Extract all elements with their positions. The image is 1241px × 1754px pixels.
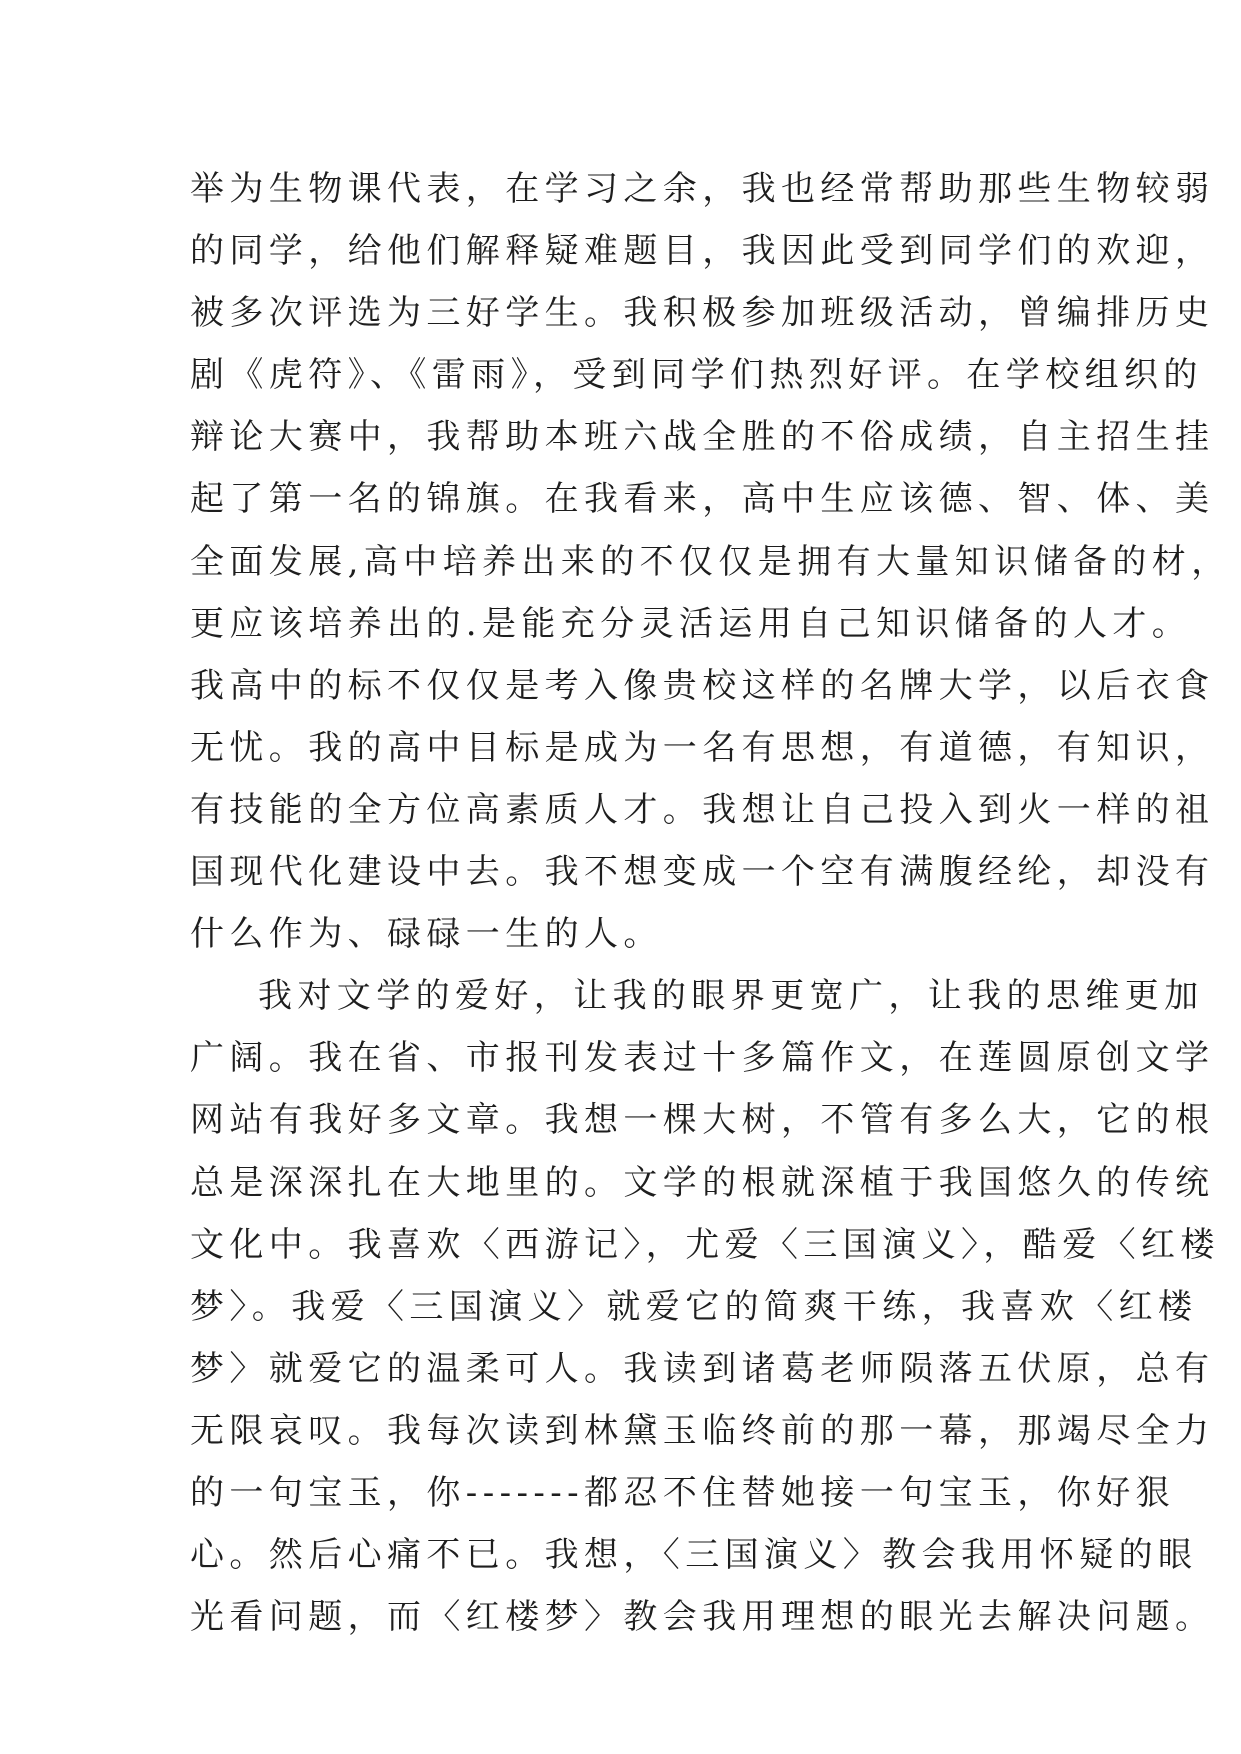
text-line: 有技能的全方位高素质人才。我想让自己投入到火一样的祖 — [190, 789, 1215, 830]
text-line: 梦〉。我爱〈三国演义〉就爱它的简爽干练，我喜欢〈红楼 — [190, 1286, 1198, 1327]
text-line: 网站有我好多文章。我想一棵大树，不管有多么大，它的根 — [190, 1100, 1215, 1141]
text-line: 的一句宝玉，你-------都忍不住替她接一句宝玉，你好狠 — [190, 1472, 1176, 1513]
paragraph-start-line: 我对文学的爱好，让我的眼界更宽广，让我的思维更加 — [258, 976, 1204, 1017]
text-line: 无限哀叹。我每次读到林黛玉临终前的那一幕，那竭尽全力 — [190, 1410, 1215, 1451]
text-line: 文化中。我喜欢〈西游记〉，尤爱〈三国演义〉，酷爱〈红楼 — [190, 1224, 1220, 1265]
text-line: 国现代化建设中去。我不想变成一个空有满腹经纶，却没有 — [190, 852, 1215, 893]
text-line: 广阔。我在省、市报刊发表过十多篇作文，在莲圆原创文学 — [190, 1038, 1215, 1079]
text-line: 什么作为、碌碌一生的人。 — [190, 914, 663, 955]
text-line: 更应该培养出的.是能充分灵活运用自己知识储备的人才。 — [190, 603, 1192, 644]
text-line: 光看问题，而〈红楼梦〉教会我用理想的眼光去解决问题。 — [190, 1597, 1215, 1638]
body-text — [190, 158, 1231, 1648]
text-line: 总是深深扎在大地里的。文学的根就深植于我国悠久的传统 — [190, 1162, 1215, 1203]
text-line: 被多次评选为三好学生。我积极参加班级活动，曾编排历史 — [190, 293, 1215, 334]
text-line: 的同学，给他们解释疑难题目，我因此受到同学们的欢迎， — [190, 231, 1215, 272]
text-line: 起了第一名的锦旗。在我看来，高中生应该德、智、体、美 — [190, 479, 1215, 520]
text-line: 梦〉就爱它的温柔可人。我读到诸葛老师陨落五伏原，总有 — [190, 1348, 1215, 1389]
text-line: 全面发展,高中培养出来的不仅仅是拥有大量知识储备的材， — [190, 541, 1231, 582]
text-line: 举为生物课代表，在学习之余，我也经常帮助那些生物较弱 — [190, 169, 1215, 209]
text-line: 辩论大赛中，我帮助本班六战全胜的不俗成绩，自主招生挂 — [190, 417, 1215, 458]
text-line: 剧《虎符》、《雷雨》，受到同学们热烈好评。在学校组织的 — [190, 355, 1203, 396]
text-line: 无忧。我的高中目标是成为一名有思想，有道德，有知识， — [190, 727, 1215, 768]
text-line: 我高中的标不仅仅是考入像贵校这样的名牌大学，以后衣食 — [190, 665, 1215, 706]
text-line: 心。然后心痛不已。我想，〈三国演义〉教会我用怀疑的眼 — [190, 1535, 1198, 1576]
